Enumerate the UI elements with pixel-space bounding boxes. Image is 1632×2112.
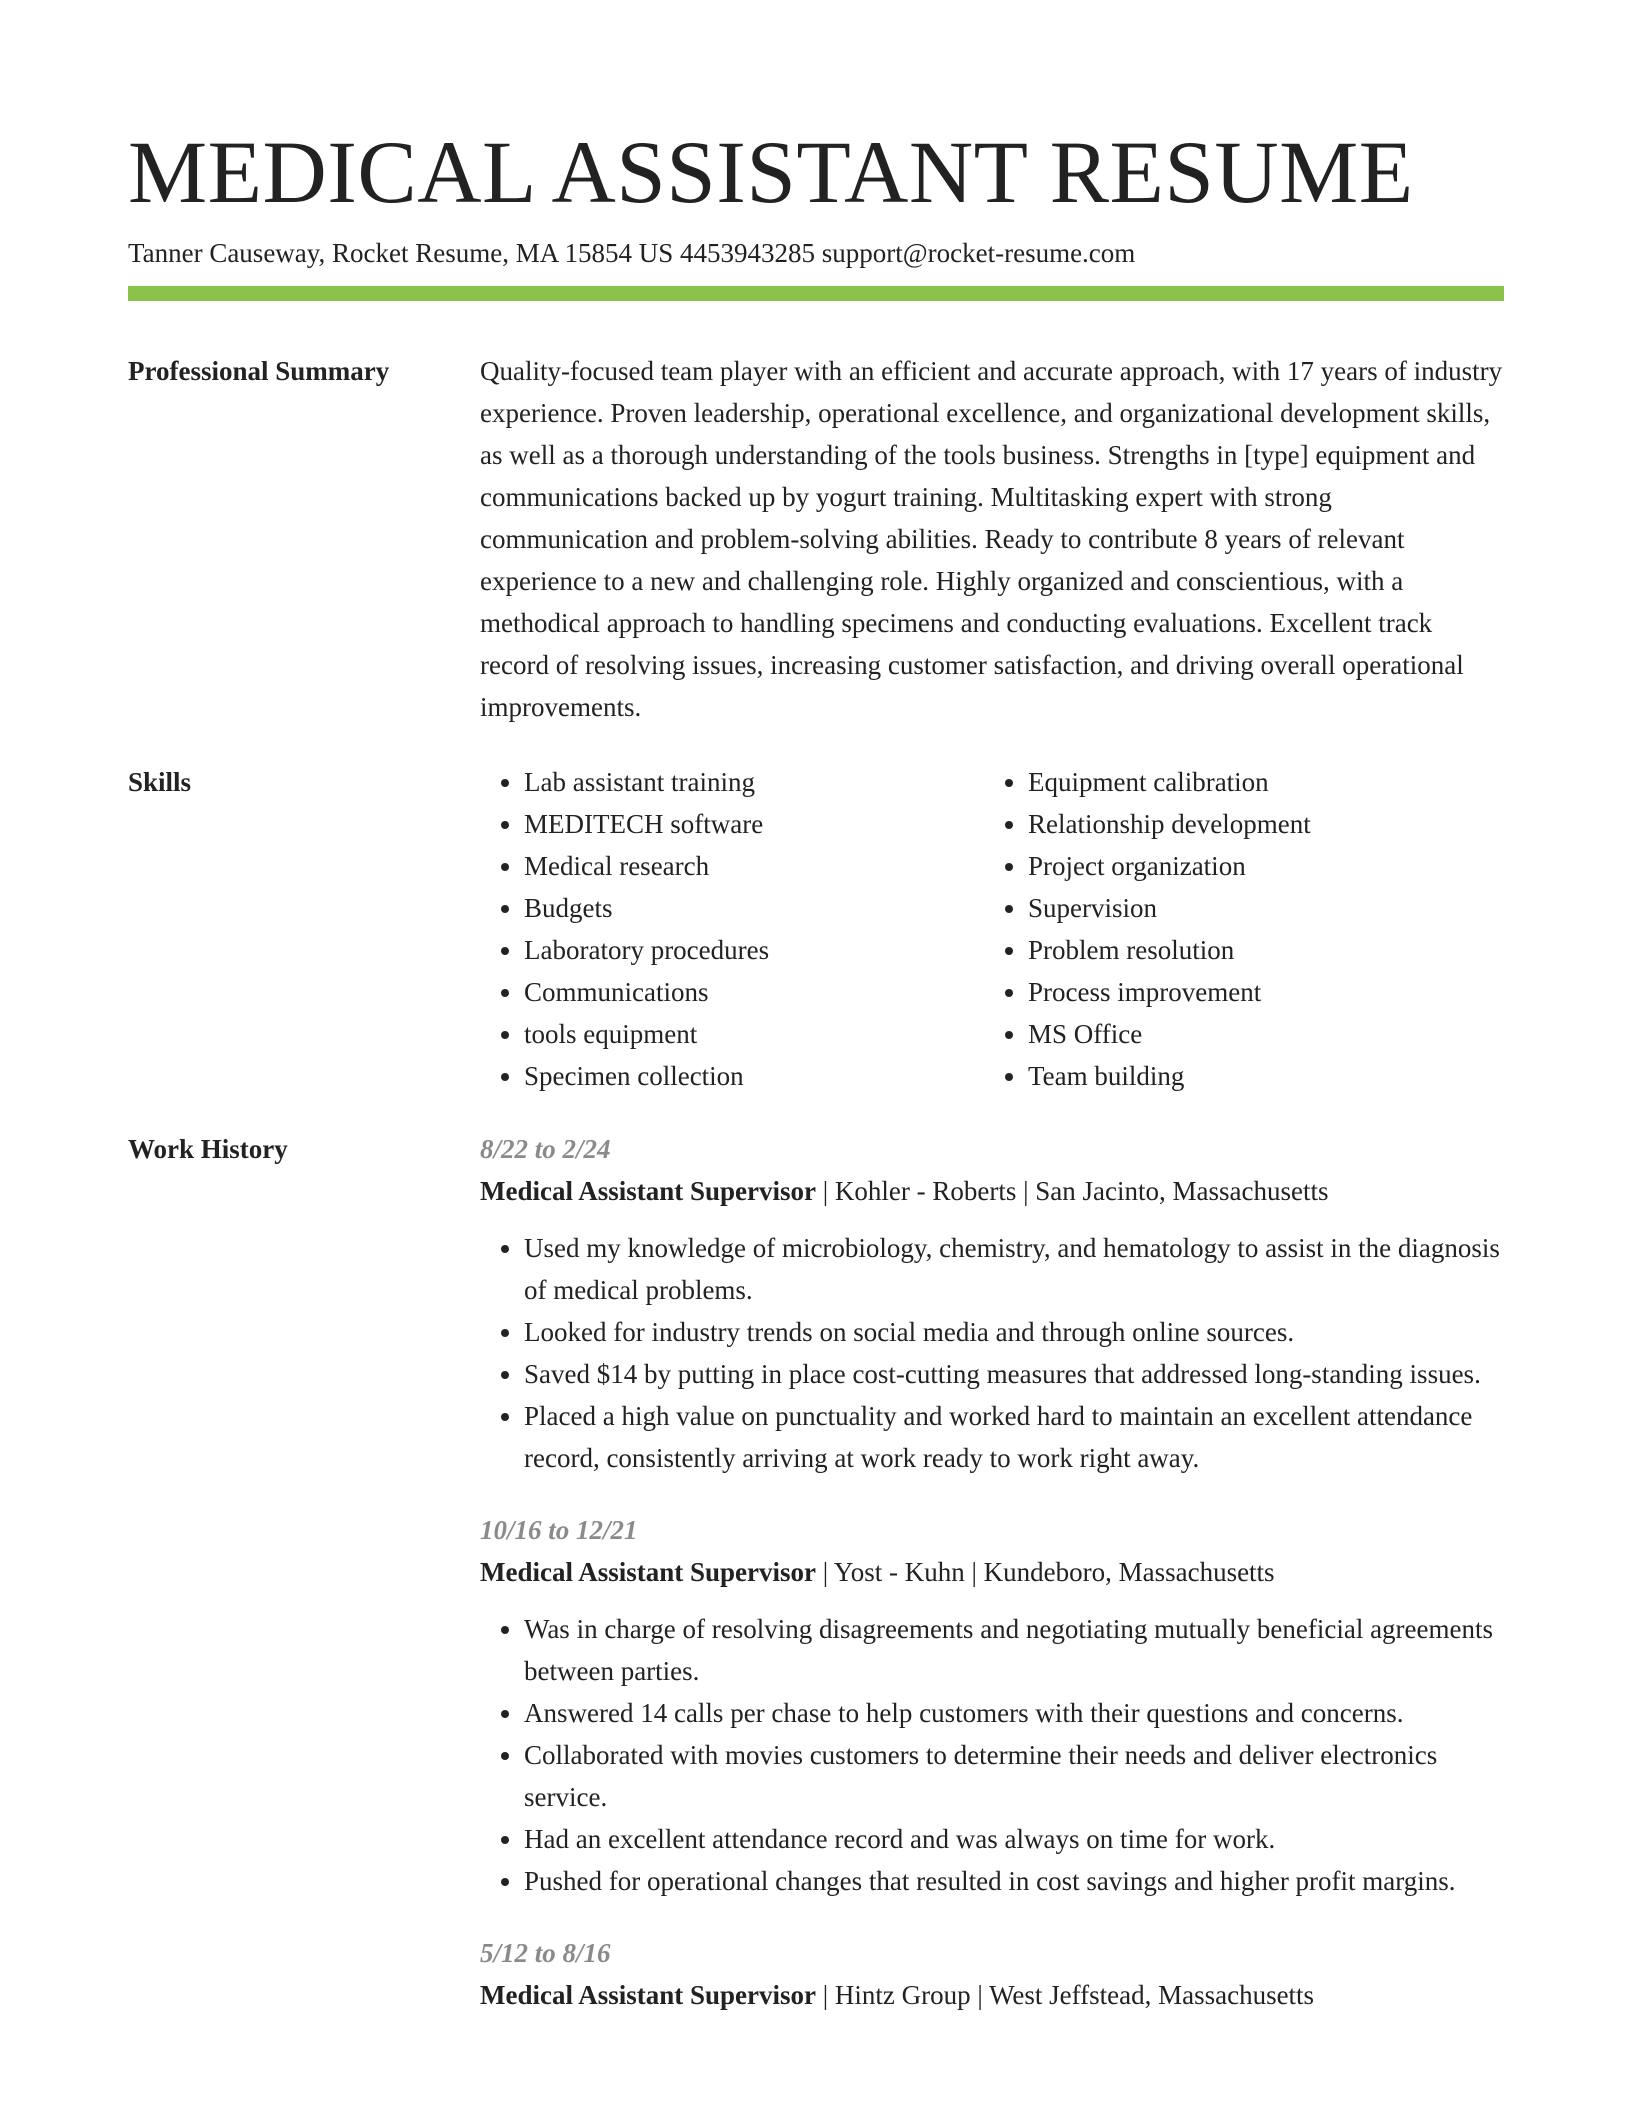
work-history-section [128, 1128, 1504, 2046]
job-dates: 10/16 to 12/21 [480, 1515, 638, 1545]
skills-list-right [984, 761, 1508, 1097]
job-heading [480, 1551, 1504, 1593]
job-bullet: • Had an excellent attendance record and was always on time for work. [524, 1818, 1504, 1860]
job-bullet: • Placed a high value on punctuality and worked hard to maintain an excellent attendance record, consistently arriving at work ready to work right away. [524, 1395, 1504, 1479]
job-heading [480, 1170, 1504, 1212]
skill-item: • MS Office [1028, 1013, 1508, 1055]
skill-item: • Supervision [1028, 887, 1508, 929]
resume-title: MEDICAL ASSISTANT RESUME [128, 124, 1414, 222]
summary-section [128, 350, 1504, 728]
job-entry [480, 1932, 1504, 2016]
job-details: | Kohler - Roberts | San Jacinto, Massachusetts [816, 1176, 1329, 1206]
skill-item: • Lab assistant training [524, 761, 984, 803]
job-dates: 5/12 to 8/16 [480, 1938, 611, 1968]
job-entry [480, 1509, 1504, 1902]
job-title: Medical Assistant Supervisor [480, 1980, 817, 2010]
job-details: | Hintz Group | West Jeffstead, Massachusetts [816, 1980, 1315, 2010]
skill-item: • tools equipment [524, 1013, 984, 1055]
skill-item: • Relationship development [1028, 803, 1508, 845]
skill-item: • Medical research [524, 845, 984, 887]
job-heading [480, 1974, 1504, 2016]
job-bullet: • Collaborated with movies customers to determine their needs and deliver electronics service. [524, 1734, 1504, 1818]
job-title: Medical Assistant Supervisor [480, 1176, 817, 1206]
skill-item: • MEDITECH software [524, 803, 984, 845]
accent-divider [128, 286, 1504, 301]
summary-text: Quality-focused team player with an efficient and accurate approach, with 17 years of industry experience. Proven leadership, operational excellence, and organizational development skills, as well as a thorough understanding of the tools business. Strengths in [type] equipment and communications backed up by yogurt training. Multitasking expert with strong communication and problem-solving abilities. Ready to contribute 8 years of relevant experience to a new and challenging role. Highly organized and conscientious, with a methodical approach to handling specimens and conducting evaluations. Excellent track record of resolving issues, increasing customer satisfaction, and driving overall operational improvements. [480, 356, 1503, 722]
section-label: Work History [128, 1134, 288, 1164]
skill-item: • Team building [1028, 1055, 1508, 1097]
section-label: Professional Summary [128, 356, 390, 386]
section-label: Skills [128, 767, 192, 797]
skill-item: • Specimen collection [524, 1055, 984, 1097]
skill-item: • Equipment calibration [1028, 761, 1508, 803]
job-bullets [480, 1227, 1504, 1479]
skill-item: • Budgets [524, 887, 984, 929]
job-bullet: • Saved $14 by putting in place cost-cutting measures that addressed long-standing issues. [524, 1353, 1504, 1395]
skills-section [128, 761, 1504, 1097]
job-title: Medical Assistant Supervisor [480, 1557, 817, 1587]
skills-columns [480, 761, 1508, 1097]
job-bullet: • Used my knowledge of microbiology, chemistry, and hematology to assist in the diagnosis of medical problems. [524, 1227, 1504, 1311]
contact-line: Tanner Causeway, Rocket Resume, MA 15854 US 4453943285 support@rocket-resume.com [128, 238, 1136, 268]
job-bullet: • Answered 14 calls per chase to help customers with their questions and concerns. [524, 1692, 1504, 1734]
job-entry [480, 1128, 1504, 1479]
resume-header [128, 118, 1504, 270]
skill-item: • Problem resolution [1028, 929, 1508, 971]
job-dates: 8/22 to 2/24 [480, 1134, 611, 1164]
job-bullet: • Looked for industry trends on social media and through online sources. [524, 1311, 1504, 1353]
job-bullet: • Was in charge of resolving disagreements and negotiating mutually beneficial agreements between parties. [524, 1608, 1504, 1692]
skill-item: • Project organization [1028, 845, 1508, 887]
skills-list-left [480, 761, 984, 1097]
skill-item: • Communications [524, 971, 984, 1013]
skill-item: • Process improvement [1028, 971, 1508, 1013]
job-bullet: • Pushed for operational changes that resulted in cost savings and higher profit margins. [524, 1860, 1504, 1902]
skill-item: • Laboratory procedures [524, 929, 984, 971]
job-bullets [480, 1608, 1504, 1902]
job-details: | Yost - Kuhn | Kundeboro, Massachusetts [816, 1557, 1275, 1587]
